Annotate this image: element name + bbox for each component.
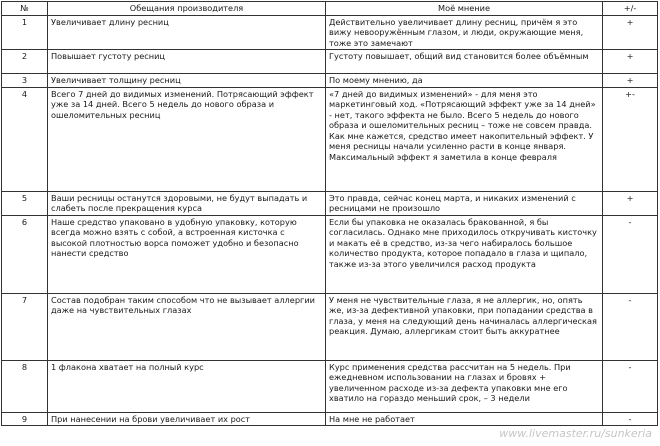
row-opinion: На мне не работает bbox=[326, 412, 603, 426]
row-promise: Ваши ресницы останутся здоровыми, не будут выпадать и слабеть после прекращения курса bbox=[48, 191, 326, 215]
row-promise: Наше средство упаковано в удобную упаковку, которую всегда можно взять с собой, а встроенная кисточка с высокой плотностью ворса поможет удобно и безопасно нанести средство bbox=[48, 215, 326, 293]
row-opinion: Курс применения средства рассчитан на 5 недель. При ежедневном использовании на глазах и бровях + увеличенном расходе из-за дефекта упаковки мне его хватило на гораздо меньший срок, – 3 недели bbox=[326, 360, 603, 412]
row-opinion: Если бы упаковка не оказалась бракованной, я бы согласилась. Однако мне приходилось откручивать кисточку и макать её в средство, из-за чего набиралось большое количество продукта, которое попадало в глаза и щипало, также из-за этого увеличился расход продукта bbox=[326, 215, 603, 293]
table-row bbox=[2, 74, 658, 88]
row-num: 6 bbox=[2, 215, 48, 293]
row-mark: - bbox=[603, 412, 658, 426]
row-opinion: Густоту повышает, общий вид становится более объёмным bbox=[326, 50, 603, 74]
row-opinion: Действительно увеличивает длину ресниц, причём я это вижу невооружённым глазом, и люди, окружающие меня, тоже это замечают bbox=[326, 15, 603, 50]
row-promise: Повышает густоту ресниц bbox=[48, 50, 326, 74]
header-promise: Обещания производителя bbox=[48, 2, 326, 16]
row-promise: При нанесении на брови увеличивает их рост bbox=[48, 412, 326, 426]
row-opinion: По моему мнению, да bbox=[326, 74, 603, 88]
row-mark: - bbox=[603, 215, 658, 293]
row-num: 4 bbox=[2, 87, 48, 191]
row-mark: + bbox=[603, 15, 658, 50]
table-row bbox=[2, 87, 658, 191]
row-opinion: У меня не чувствительные глаза, я не аллергик, но, опять же, из-за дефективной упаковки, при попадании средства в глаза, у меня на следующий день начиналась аллергическая реакция. Думаю, аллергикам стоит быть аккуратнее bbox=[326, 293, 603, 360]
row-opinion: Это правда, сейчас конец марта, и никаких изменений с ресницами не произошло bbox=[326, 191, 603, 215]
table-row bbox=[2, 293, 658, 360]
row-mark: + bbox=[603, 191, 658, 215]
row-promise: Всего 7 дней до видимых изменений. Потрясающий эффект уже за 14 дней. Всего 5 недель до нового образа и ошеломительных ресниц bbox=[48, 87, 326, 191]
table-row bbox=[2, 50, 658, 74]
row-num: 9 bbox=[2, 412, 48, 426]
table-row bbox=[2, 15, 658, 50]
row-mark: - bbox=[603, 360, 658, 412]
row-mark: +- bbox=[603, 87, 658, 191]
table-row bbox=[2, 191, 658, 215]
header-opinion: Моё мнение bbox=[326, 2, 603, 16]
row-mark: + bbox=[603, 74, 658, 88]
row-num: 7 bbox=[2, 293, 48, 360]
row-promise: Увеличивает длину ресниц bbox=[48, 15, 326, 50]
row-opinion: «7 дней до видимых изменений» - для меня это маркетинговый ход. «Потрясающий эффект уже за 14 дней» - нет, такого эффекта не было. Всего 5 недель до нового образа и ошеломительных ресниц – тоже не совсем правда. Как мне кажется, средство имеет накопительный эффект. У меня ресницы начали усиленно расти в конце января. Максимальный эффект я заметила в конце февраля bbox=[326, 87, 603, 191]
table-row bbox=[2, 360, 658, 412]
row-promise: Состав подобран таким способом что не вызывает аллергии даже на чувствительных глазах bbox=[48, 293, 326, 360]
review-table bbox=[1, 1, 658, 426]
table-row bbox=[2, 412, 658, 426]
row-promise: Увеличивает толщину ресниц bbox=[48, 74, 326, 88]
row-num: 2 bbox=[2, 50, 48, 74]
watermark: www.livemaster.ru/sunkeria bbox=[499, 427, 652, 440]
row-num: 3 bbox=[2, 74, 48, 88]
row-num: 5 bbox=[2, 191, 48, 215]
header-mark: +/- bbox=[603, 2, 658, 16]
row-num: 8 bbox=[2, 360, 48, 412]
header-row bbox=[2, 2, 658, 16]
table-row bbox=[2, 215, 658, 293]
row-mark: + bbox=[603, 50, 658, 74]
row-num: 1 bbox=[2, 15, 48, 50]
header-num: № bbox=[2, 2, 48, 16]
row-mark: - bbox=[603, 293, 658, 360]
row-promise: 1 флакона хватает на полный курс bbox=[48, 360, 326, 412]
